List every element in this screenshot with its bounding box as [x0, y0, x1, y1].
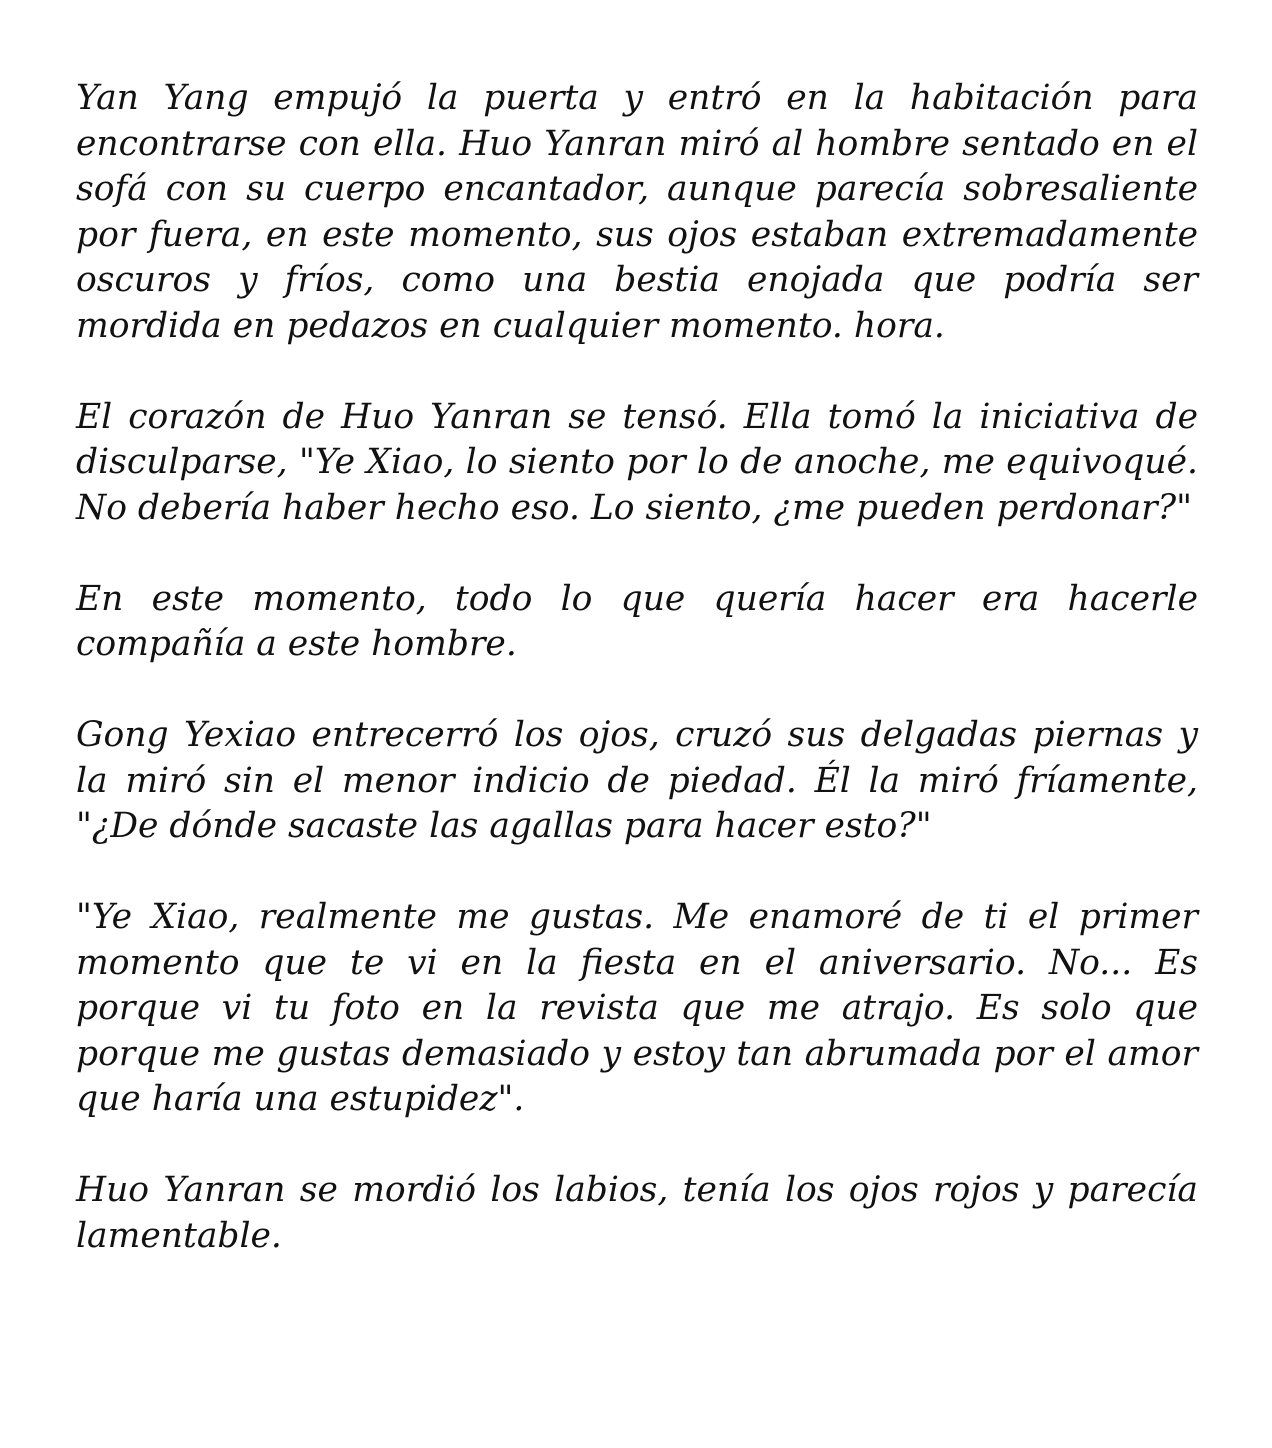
paragraph-1: Yan Yang empujó la puerta y entró en la habitación para encontrarse con ella. Huo Yanran miró al hombre sentado en el sofá con su cuerpo encantador, aunque parecía sobresaliente por fuera, en este momento, sus ojos estaban extremadamente oscuros y fríos, como una bestia enojada que podría ser mordida en pedazos en cualquier momento. hora.	[76, 78, 1198, 346]
paragraph-5: "Ye Xiao, realmente me gustas. Me enamoré de ti el primer momento que te vi en la fiesta en el aniversario. No... Es porque vi tu foto en la revista que me atrajo. Es solo que porque me gustas demasiado y estoy tan abrumada por el amor que haría una estupidez".	[76, 897, 1198, 1119]
paragraph-6: Huo Yanran se mordió los labios, tenía los ojos rojos y parecía lamentable.	[76, 1170, 1198, 1256]
paragraph-3: En este momento, todo lo que quería hacer era hacerle compañía a este hombre.	[76, 578, 1198, 664]
document-page	[76, 76, 1198, 1259]
paragraph-2: El corazón de Huo Yanran se tensó. Ella tomó la iniciativa de disculparse, "Ye Xiao, lo siento por lo de anoche, me equivoqué. No debería haber hecho eso. Lo siento, ¿me pueden perdonar?"	[76, 396, 1198, 528]
paragraph-4: Gong Yexiao entrecerró los ojos, cruzó sus delgadas piernas y la miró sin el menor indicio de piedad. Él la miró fríamente, "¿De dónde sacaste las agallas para hacer esto?"	[76, 715, 1198, 846]
